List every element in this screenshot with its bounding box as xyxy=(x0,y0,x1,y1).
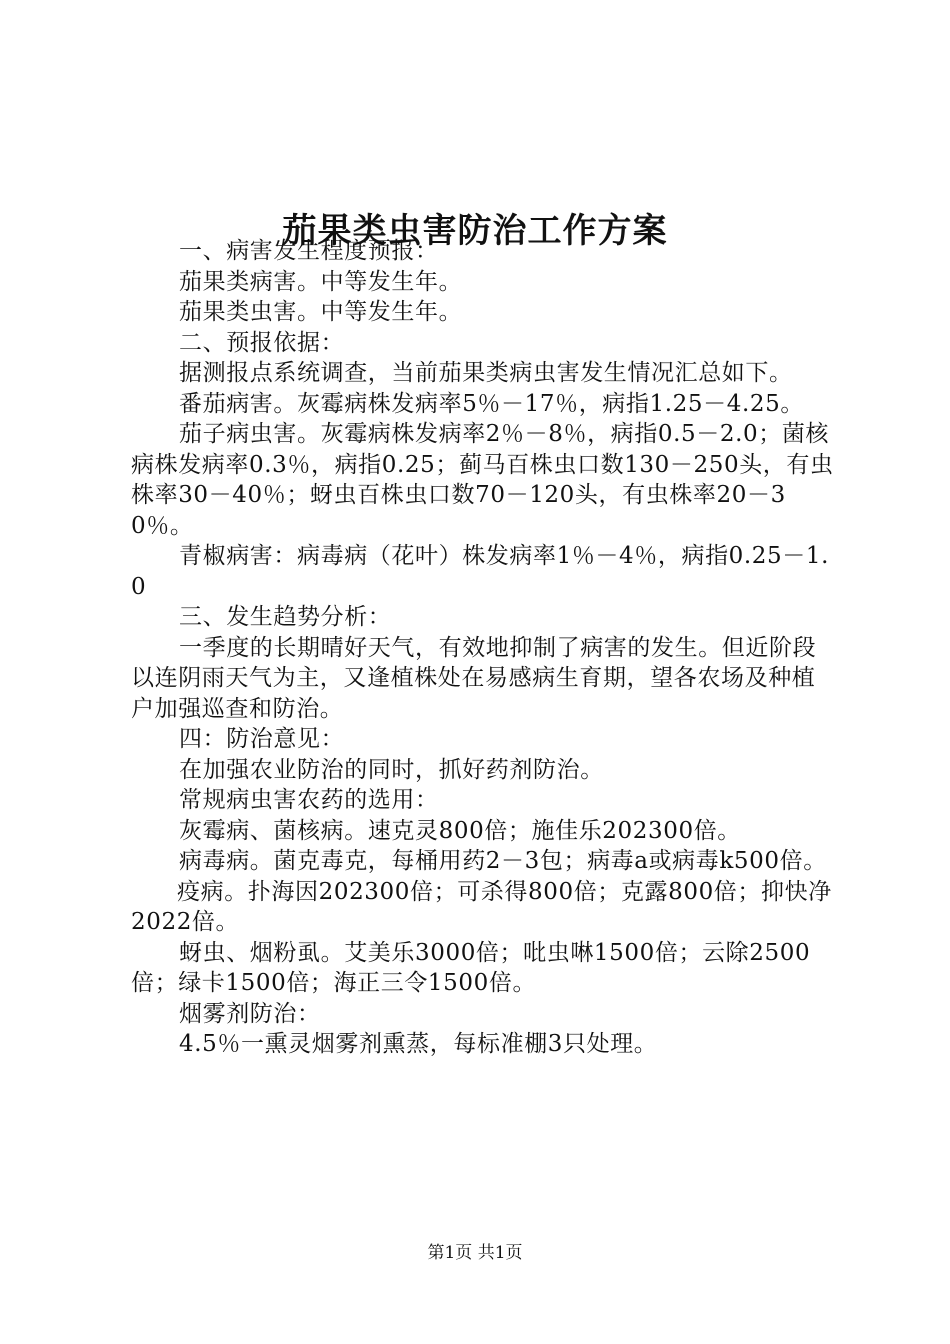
document-body xyxy=(131,236,836,1060)
paragraph-virus-disease: 病毒病。菌克毒克，每桶用药2－3包；病毒a或病毒k500倍。 xyxy=(179,848,827,874)
paragraph-trend-analysis: 一季度的长期晴好天气，有效地抑制了病害的发生。但近阶段以连阴雨天气为主，又逢植株处在易感病生育期，望各农场及种植户加强巡查和防治。 xyxy=(131,634,817,722)
paragraph-eggplant-pests: 茄子病虫害。灰霉病株发病率2％－8％，病指0.5－2.0；菌核病株发病率0.3％，病指0.25；蓟马百株虫口数130－250头，有虫株率30－40％；蚜虫百株虫口数70－120头，有虫株率20－30％。 xyxy=(131,421,834,539)
paragraph-pepper-disease: 青椒病害：病毒病（花叶）株发病率1％－4％，病指0.25－1.0 xyxy=(131,543,830,600)
paragraph-gray-mold: 灰霉病、菌核病。速克灵800倍；施佳乐202300倍。 xyxy=(179,817,741,844)
paragraph-pest-level: 茄果类虫害。中等发生年。 xyxy=(179,299,463,325)
paragraph-survey-summary: 据测报点系统调查，当前茄果类病虫害发生情况汇总如下。 xyxy=(179,360,793,386)
paragraph-pesticide-selection: 常规病虫害农药的选用： xyxy=(179,787,439,813)
paragraph-disease-forecast-heading: 一、病害发生程度预报： xyxy=(179,238,439,264)
paragraph-control-principle: 在加强农业防治的同时，抓好药剂防治。 xyxy=(179,756,604,783)
paragraph-blight: 疫病。扑海因202300倍；可杀得800倍；克露800倍；抑快净2022倍。 xyxy=(131,878,832,935)
document-title: 茄果类虫害防治工作方案 xyxy=(282,210,668,251)
paragraph-trend-heading: 三、发生趋势分析： xyxy=(179,604,392,630)
paragraph-aphids-whitefly: 蚜虫、烟粉虱。艾美乐3000倍；吡虫啉1500倍；云除2500倍；绿卡1500倍；海正三令1500倍。 xyxy=(131,939,811,996)
paragraph-smoke-agent-heading: 烟雾剂防治： xyxy=(179,1000,321,1027)
paragraph-control-heading: 四：防治意见： xyxy=(179,726,345,752)
paragraph-tomato-disease: 番茄病害。灰霉病株发病率5％－17％，病指1.25－4.25。 xyxy=(179,390,804,417)
paragraph-forecast-basis-heading: 二、预报依据： xyxy=(179,329,345,356)
paragraph-smoke-agent-treatment: 4.5％一熏灵烟雾剂熏蒸，每标准棚3只处理。 xyxy=(179,1031,658,1057)
page-number-footer: 第1页 共1页 xyxy=(427,1243,523,1263)
paragraph-disease-level: 茄果类病害。中等发生年。 xyxy=(179,268,463,295)
